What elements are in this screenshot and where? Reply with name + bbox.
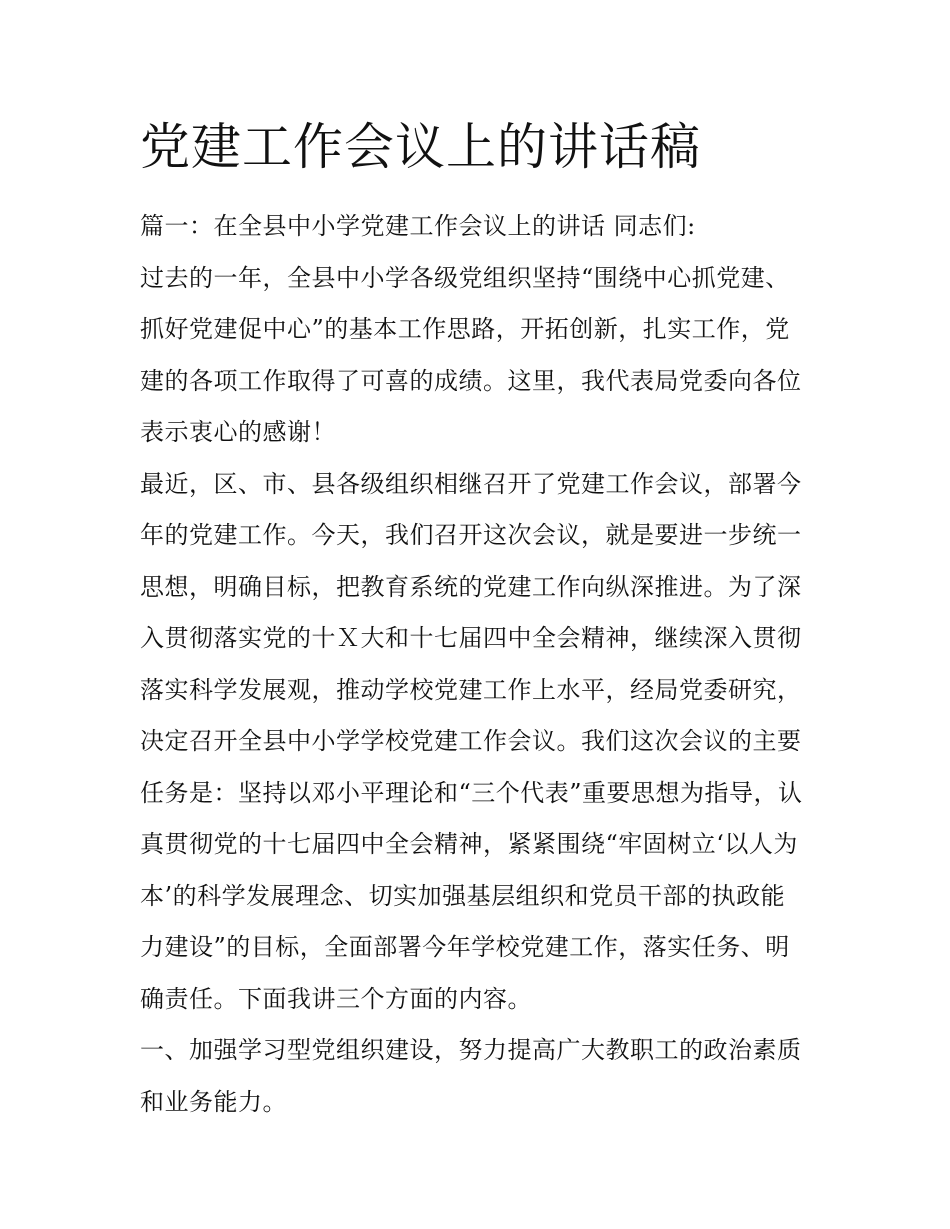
text-line: 入贯彻落实党的十Ｘ大和十七届四中全会精神，继续深入贯彻 <box>140 624 802 652</box>
document-title: 党建工作会议上的讲话稿 <box>140 118 701 176</box>
text-line: 篇一：在全县中小学党建工作会议上的讲话 同志们: <box>140 212 696 240</box>
text-line: 过去的一年，全县中小学各级党组织坚持“围绕中心抓党建、 <box>140 263 790 292</box>
text-line: 思想，明确目标，把教育系统的党建工作向纵深推进。为了深 <box>140 572 802 601</box>
text-line: 力建设”的目标，全面部署今年学校党建工作，落实任务、明 <box>140 933 790 961</box>
text-line: 最近，区、市、县各级组织相继召开了党建工作会议，部署今 <box>140 469 802 498</box>
text-line: 建的各项工作取得了可喜的成绩。这里，我代表局党委向各位 <box>140 366 802 395</box>
text-line: 一、加强学习型党组织建设，努力提高广大教职工的政治素质 <box>140 1036 802 1064</box>
text-line: 表示衷心的感谢！ <box>140 418 336 446</box>
text-line: 和业务能力。 <box>140 1087 287 1116</box>
text-line: 落实科学发展观，推动学校党建工作上水平，经局党委研究， <box>140 675 802 704</box>
text-line: 确责任。下面我讲三个方面的内容。 <box>140 984 532 1013</box>
text-line: 年的党建工作。今天，我们召开这次会议，就是要进一步统一 <box>140 521 802 549</box>
text-line: 任务是：坚持以邓小平理论和“三个代表”重要思想为指导，认 <box>140 778 803 807</box>
text-line: 抓好党建促中心”的基本工作思路，开拓创新，扎实工作，党 <box>140 315 790 343</box>
text-line: 决定召开全县中小学学校党建工作会议。我们这次会议的主要 <box>140 727 802 755</box>
text-line: 真贯彻党的十七届四中全会精神，紧紧围绕“牢固树立‘以人为 <box>140 830 798 858</box>
text-line: 本’的科学发展理念、切实加强基层组织和党员干部的执政能 <box>140 881 786 910</box>
document-body <box>140 201 820 1128</box>
